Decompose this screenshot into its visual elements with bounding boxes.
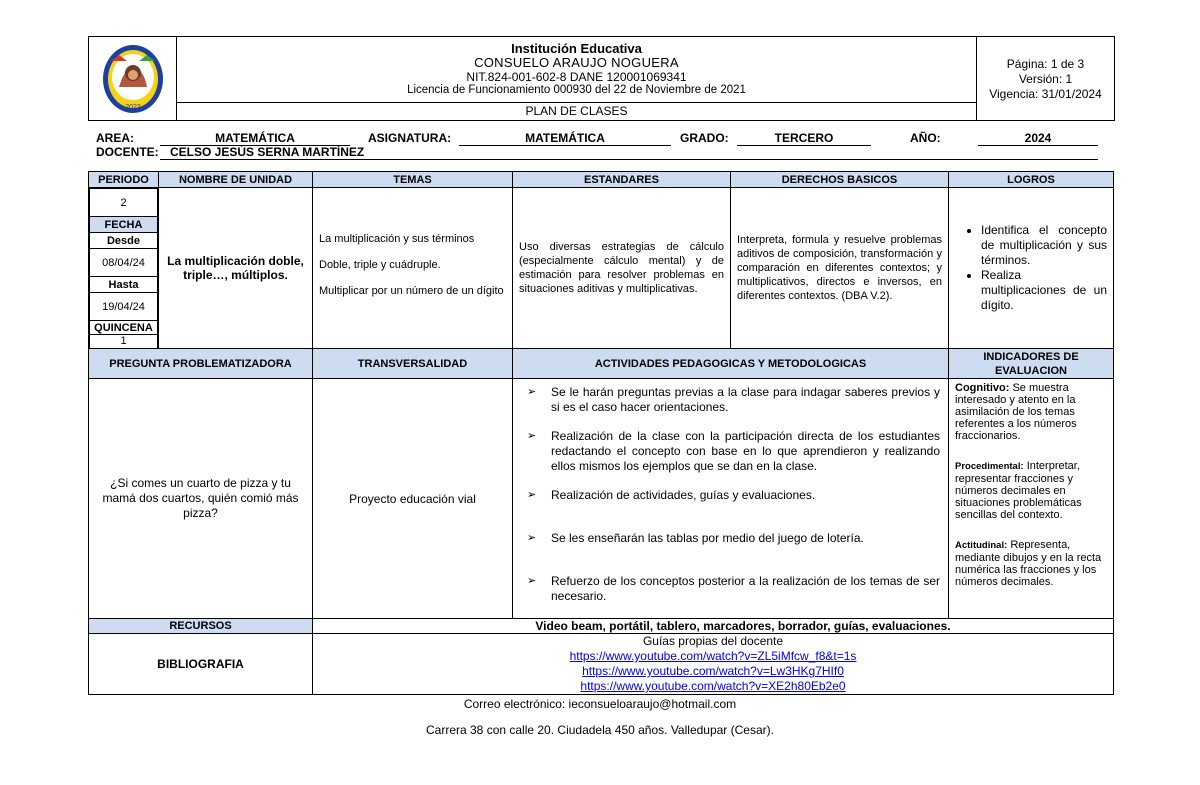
recursos-label: RECURSOS — [89, 619, 313, 634]
arrow-bullet-icon: ➢ — [527, 430, 537, 442]
recursos-value: Video beam, portátil, tablero, marcadores, borrador, guías, evaluaciones. — [313, 619, 1114, 634]
bibliografia-link-2[interactable]: https://www.youtube.com/watch?v=Lw3HKg7HIf0 — [582, 664, 844, 678]
teacher-value: CELSO JESÚS SERNA MARTÍNEZ — [160, 145, 1098, 160]
actividad-item: ➢ Se le harán preguntas previas a la clase para indagar saberes previos y si es el caso hacer orientaciones. — [527, 385, 940, 414]
svg-text:2022: 2022 — [125, 104, 141, 111]
col-header-temas: TEMAS — [313, 172, 513, 188]
tema-item: Doble, triple y cuádruple. — [319, 259, 441, 271]
indicadores-cell — [949, 379, 1114, 619]
arrow-bullet-icon: ➢ — [527, 489, 537, 501]
actividad-item: ➢ Realización de actividades, guías y evaluaciones. — [527, 488, 816, 502]
quincena-value: 1 — [90, 335, 158, 348]
col-header-indicadores: INDICADORES DE EVALUACION — [949, 349, 1114, 379]
footer-email: Correo electrónico: ieconsueloaraujo@hotmail.com — [463, 697, 737, 711]
desde-value: 08/04/24 — [90, 249, 158, 277]
hasta-label: Hasta — [90, 277, 158, 293]
quincena-label: QUINCENA — [90, 321, 158, 335]
col-header-actividades: ACTIVIDADES PEDAGOGICAS Y METODOLOGICAS — [513, 349, 949, 379]
recursos-row — [89, 619, 1114, 634]
tema-item: Multiplicar por un número de un dígito — [319, 285, 504, 297]
temas-cell — [313, 188, 513, 349]
derechos-cell: Interpreta, formula y resuelve problemas aditivos de composición, transformación y comparación en diferentes contextos; y multiplicativos, directos e inversos, en diferentes contextos. (DBA V.2). — [731, 188, 949, 349]
transversalidad-cell: Proyecto educación vial — [313, 379, 513, 619]
table2-header-row — [89, 349, 1114, 379]
actividad-item: ➢ Se les enseñarán las tablas por medio del juego de lotería. — [527, 531, 864, 545]
header-center — [177, 37, 977, 120]
area-label: AREA: — [96, 131, 134, 145]
page-number: Página: 1 de 3 — [1006, 57, 1085, 71]
col-header-estandares: ESTANDARES — [513, 172, 731, 188]
col-header-transversalidad: TRANSVERSALIDAD — [313, 349, 513, 379]
bibliografia-row — [89, 634, 1114, 695]
header-control-info — [977, 37, 1114, 120]
fecha-label: FECHA — [90, 217, 158, 233]
arrow-bullet-icon: ➢ — [527, 386, 537, 398]
periodo-value: 2 — [90, 189, 158, 217]
meta-block — [96, 131, 1106, 161]
unidad-cell: La multiplicación doble, triple…, múltiplos. — [159, 188, 313, 349]
bibliografia-link-3[interactable]: https://www.youtube.com/watch?v=XE2h80Eb2e0 — [580, 679, 846, 693]
bibliografia-cell — [313, 634, 1114, 695]
year-label: AÑO: — [910, 131, 941, 145]
pregunta-cell: ¿Si comes un cuarto de pizza y tu mamá dos cuartos, quién comió más pizza? — [89, 379, 313, 619]
actividades-cell — [513, 379, 949, 619]
actividad-item: ➢ Refuerzo de los conceptos posterior a la realización de los temas de ser necesario. — [527, 574, 940, 603]
area-value: MATEMÁTICA — [160, 131, 350, 146]
institution-name: CONSUELO ARAUJO NOGUERA — [474, 55, 679, 70]
logro-item: • Identifica el concepto de multiplicación y sus términos. — [981, 223, 1113, 268]
bibliografia-label: BIBLIOGRAFIA — [89, 634, 313, 695]
validity-date: Vigencia: 31/01/2024 — [989, 87, 1102, 101]
col-header-periodo: PERIODO — [89, 172, 159, 188]
grade-value: TERCERO — [737, 131, 871, 146]
arrow-bullet-icon: ➢ — [527, 575, 537, 587]
grade-label: GRADO: — [680, 131, 729, 145]
lesson-plan-table — [88, 171, 1114, 695]
estandares-cell: Uso diversas estrategias de cálculo (especialmente cálculo mental) y de estimación para resolver problemas en situaciones aditivas y multiplicativas. — [513, 188, 731, 349]
table2-content-row — [89, 379, 1114, 619]
school-crest-logo — [89, 37, 177, 120]
logo-cell — [89, 37, 177, 120]
license-text: Licencia de Funcionamiento 000930 del 22 de Noviembre de 2021 — [407, 84, 746, 96]
tema-item: La multiplicación y sus términos — [319, 233, 475, 245]
indicador-actitudinal: Actitudinal: Representa, mediante dibujos y en la recta numérica las fracciones y los números decimales. — [955, 539, 1102, 588]
table1-content-row — [89, 188, 1114, 349]
version: Versión: 1 — [1018, 72, 1073, 86]
teacher-label: DOCENTE: — [96, 145, 159, 159]
col-header-pregunta: PREGUNTA PROBLEMATIZADORA — [89, 349, 313, 379]
hasta-value: 19/04/24 — [90, 293, 158, 321]
bibliografia-link-1[interactable]: https://www.youtube.com/watch?v=ZL5iMfcw_f8&t=1s — [569, 649, 857, 663]
col-header-derechos: DERECHOS BASICOS — [731, 172, 949, 188]
col-header-logros: LOGROS — [949, 172, 1114, 188]
footer-address: Carrera 38 con calle 20. Ciudadela 450 años. Valledupar (Cesar). — [426, 723, 774, 737]
desde-label: Desde — [90, 233, 158, 249]
year-value: 2024 — [978, 131, 1098, 146]
arrow-bullet-icon: ➢ — [527, 532, 537, 544]
subject-label: ASIGNATURA: — [368, 131, 452, 145]
institution-label: Institución Educativa — [511, 41, 642, 56]
document-header — [88, 36, 1115, 121]
indicador-cognitivo: Cognitivo: Se muestra interesado y atento en la asimilación de los temas referentes a los números fraccionarios. — [955, 382, 1077, 442]
logro-item: • Realiza multiplicaciones de un dígito. — [981, 268, 1113, 313]
col-header-unidad: NOMBRE DE UNIDAD — [159, 172, 313, 188]
nit-dane: NIT.824-001-602-8 DANE 120001069341 — [466, 70, 687, 84]
indicador-procedimental: Procedimental: Interpretar, representar fracciones y números decimales en situaciones problemáticas sencillas del contexto. — [955, 460, 1082, 521]
logros-cell — [949, 188, 1114, 349]
subject-value: MATEMÁTICA — [459, 131, 671, 146]
table1-header-row — [89, 172, 1114, 188]
bibliografia-intro: Guías propias del docente — [642, 634, 784, 648]
actividad-item: ➢ Realización de la clase con la participación directa de los estudiantes redactando el concepto con base en lo que aprendieron y realizando ellos mismos los ejemplos que se dan en la clase. — [527, 429, 940, 473]
doc-type: PLAN DE CLASES — [525, 104, 628, 118]
periodo-cell — [89, 188, 159, 349]
